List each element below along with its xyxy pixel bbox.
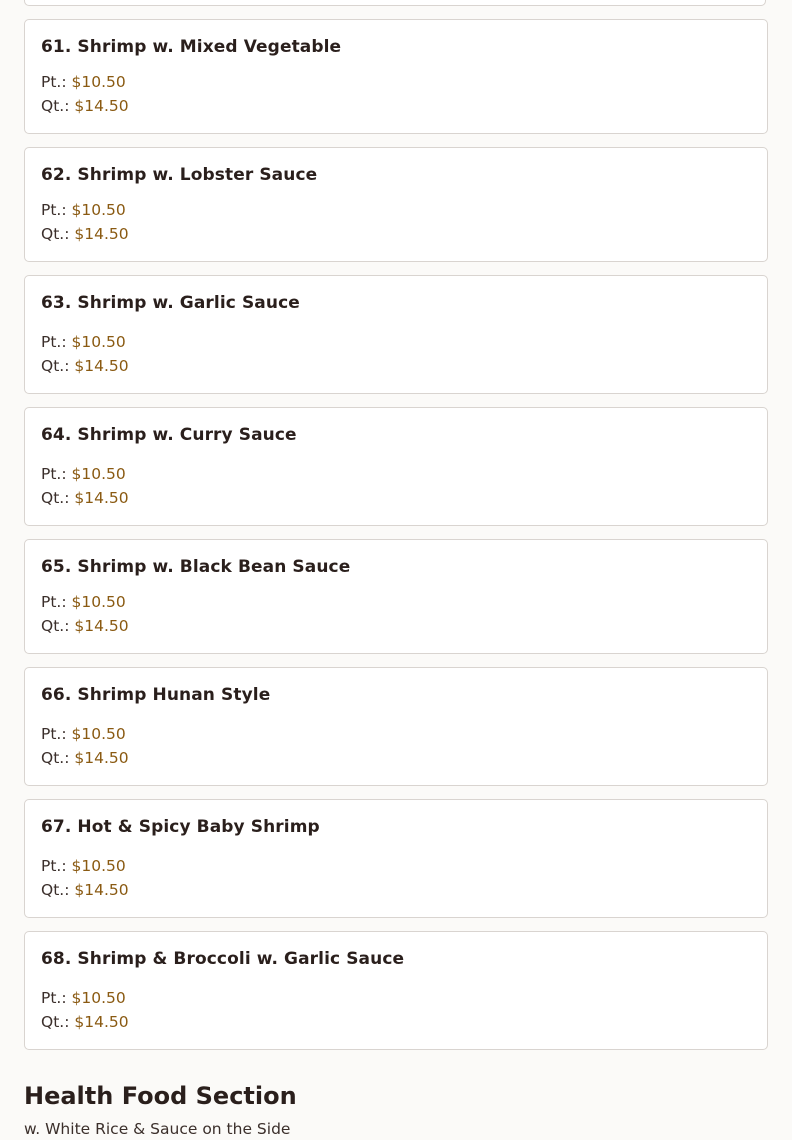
menu-item-title: 61. Shrimp w. Mixed Vegetable	[41, 37, 342, 57]
quart-price-row	[41, 878, 751, 902]
pint-price-row	[41, 854, 751, 878]
pint-price: $10.50	[71, 989, 126, 1007]
price-list	[41, 70, 751, 118]
quart-price: $14.50	[74, 881, 129, 899]
quart-price-row	[41, 746, 751, 770]
menu-item-card	[24, 539, 768, 654]
menu-item-title: 68. Shrimp & Broccoli w. Garlic Sauce	[41, 949, 405, 969]
pint-price: $10.50	[71, 593, 126, 611]
quart-label: Qt.:	[41, 489, 70, 507]
menu-item-title: 65. Shrimp w. Black Bean Sauce	[41, 557, 351, 577]
menu-item-title: 62. Shrimp w. Lobster Sauce	[41, 165, 318, 185]
price-list	[41, 722, 751, 770]
menu-item-card	[24, 275, 768, 394]
pint-price-row	[41, 722, 751, 746]
pint-label: Pt.:	[41, 333, 67, 351]
section-subheading: w. White Rice & Sauce on the Side	[24, 1120, 291, 1138]
menu-item-card	[24, 147, 768, 262]
menu-item-title: 63. Shrimp w. Garlic Sauce	[41, 293, 300, 313]
quart-price-row	[41, 1010, 751, 1034]
price-list	[41, 986, 751, 1034]
pint-price-row	[41, 986, 751, 1010]
pint-price: $10.50	[71, 201, 126, 219]
menu-item-card	[24, 19, 768, 134]
quart-label: Qt.:	[41, 1013, 70, 1031]
quart-price-row	[41, 486, 751, 510]
pint-label: Pt.:	[41, 725, 67, 743]
pint-label: Pt.:	[41, 989, 67, 1007]
pint-price: $10.50	[71, 725, 126, 743]
quart-price: $14.50	[74, 225, 129, 243]
quart-price-row	[41, 614, 751, 638]
price-list	[41, 854, 751, 902]
quart-label: Qt.:	[41, 617, 70, 635]
menu-item-card	[24, 799, 768, 918]
menu-item-title: 66. Shrimp Hunan Style	[41, 685, 271, 705]
price-list	[41, 590, 751, 638]
price-list	[41, 462, 751, 510]
menu-item-title: 64. Shrimp w. Curry Sauce	[41, 425, 297, 445]
quart-label: Qt.:	[41, 225, 70, 243]
quart-price: $14.50	[74, 357, 129, 375]
quart-price: $14.50	[74, 489, 129, 507]
quart-price-row	[41, 94, 751, 118]
quart-price: $14.50	[74, 97, 129, 115]
price-list	[41, 330, 751, 378]
pint-price-row	[41, 590, 751, 614]
pint-price-row	[41, 462, 751, 486]
quart-label: Qt.:	[41, 881, 70, 899]
quart-price-row	[41, 354, 751, 378]
pint-price: $10.50	[71, 857, 126, 875]
quart-label: Qt.:	[41, 357, 70, 375]
menu-item-title: 67. Hot & Spicy Baby Shrimp	[41, 817, 320, 837]
quart-price: $14.50	[74, 617, 129, 635]
pint-label: Pt.:	[41, 857, 67, 875]
pint-price-row	[41, 330, 751, 354]
pint-label: Pt.:	[41, 201, 67, 219]
pint-label: Pt.:	[41, 465, 67, 483]
pint-price-row	[41, 70, 751, 94]
section-heading: Health Food Section	[24, 1082, 297, 1110]
quart-label: Qt.:	[41, 749, 70, 767]
pint-price: $10.50	[71, 73, 126, 91]
quart-price: $14.50	[74, 1013, 129, 1031]
quart-price-row	[41, 222, 751, 246]
quart-label: Qt.:	[41, 97, 70, 115]
pint-label: Pt.:	[41, 73, 67, 91]
pint-price: $10.50	[71, 333, 126, 351]
previous-menu-card	[24, 0, 766, 6]
pint-label: Pt.:	[41, 593, 67, 611]
menu-item-card	[24, 931, 768, 1050]
pint-price: $10.50	[71, 465, 126, 483]
menu-item-card	[24, 407, 768, 526]
quart-price: $14.50	[74, 749, 129, 767]
menu-item-card	[24, 667, 768, 786]
pint-price-row	[41, 198, 751, 222]
price-list	[41, 198, 751, 246]
menu-item-list	[24, 19, 768, 1063]
